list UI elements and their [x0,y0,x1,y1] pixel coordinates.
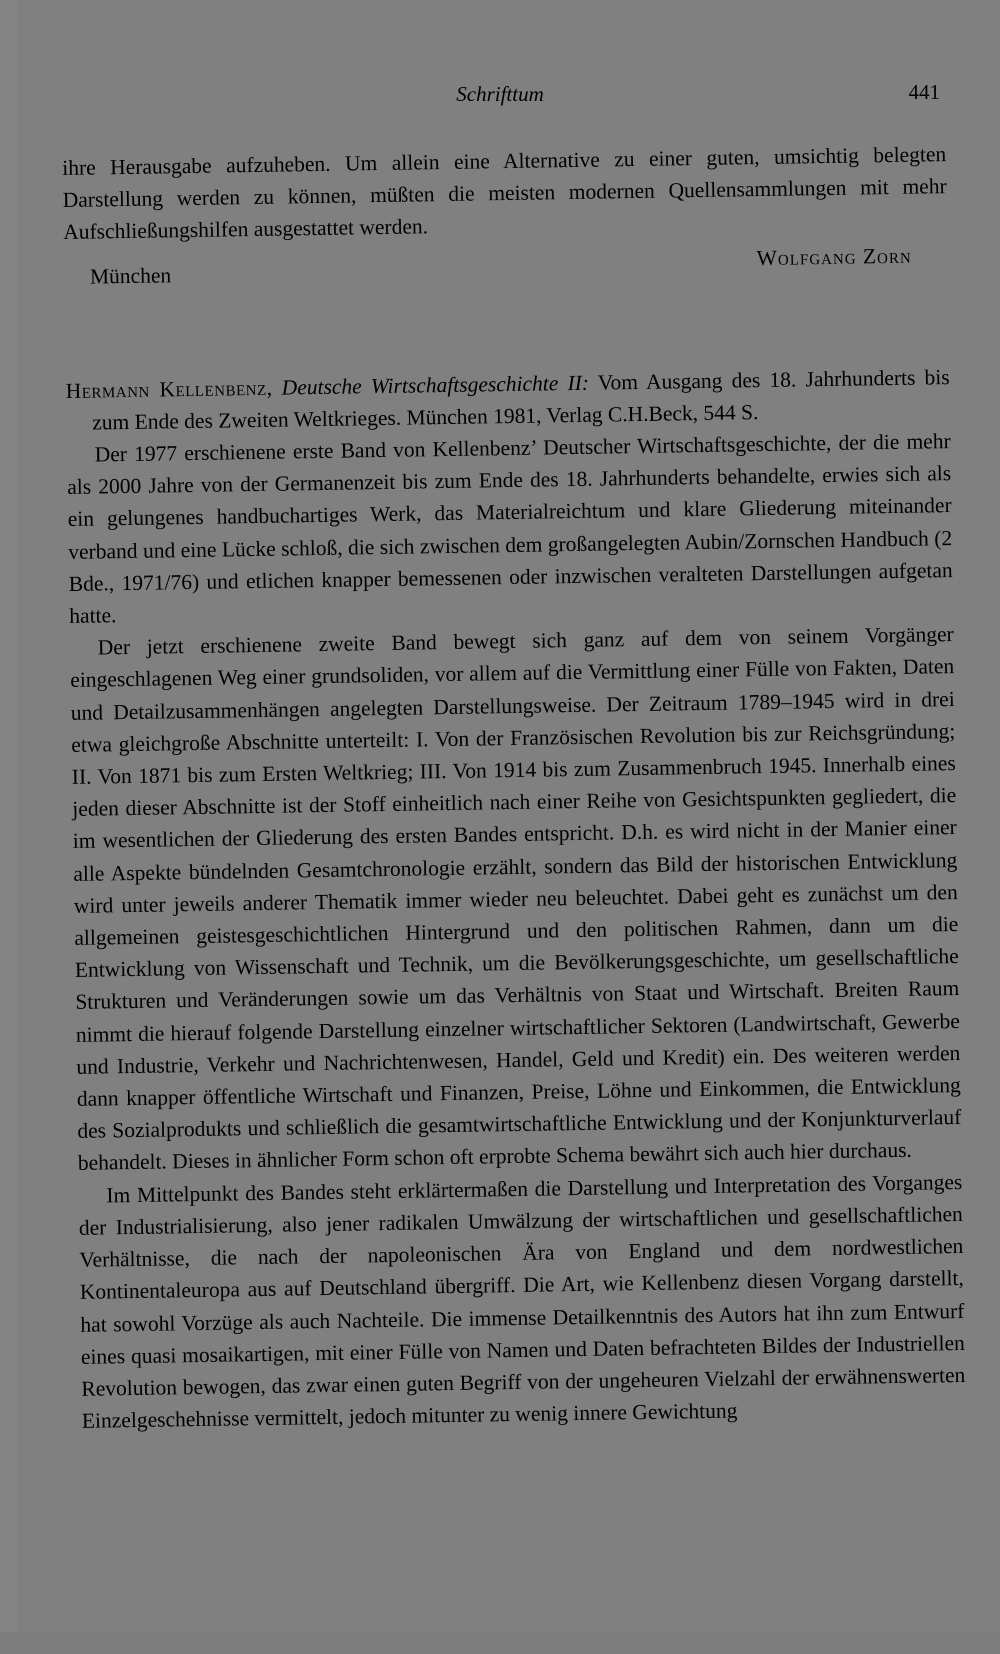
page-number: 441 [908,80,940,104]
review-author: Hermann Kellenbenz, [65,375,273,403]
page-body [62,138,966,1437]
signature-name: Wolfgang Zorn [756,243,912,270]
review-book-title: Deutsche Wirtschaftsgeschichte II: [281,370,590,400]
review-signature [64,239,949,317]
bottom-scan-strip [0,1632,1000,1654]
page-header [60,82,940,112]
running-head: Schrifttum [456,82,544,106]
continuation-paragraph: ihre Herausgabe aufzuheben. Um allein eine Alternative zu einer guten, umsichtig belegten Darstellung werden zu können, müßten die meisten modernen Quellensammlungen mit mehr Aufschließungshilfen ausgestattet werden. [62,142,947,245]
page-edge [0,0,17,1654]
review-paragraph-1: Der 1977 erschienene erste Band von Kellenbenz’ Deutscher Wirtschaftsgeschichte, der die mehr als 2000 Jahre von der Germanenzeit bis zum Ende des 18. Jahrhunderts behandelte, erwies sich als ein gelungenes handbuchartiges Werk, das Materialreichtum und klare Gliederung miteinander verband und eine Lücke schloß, die sich zwischen dem großangelegten Aubin/Zornschen Handbuch (2 Bde., 1971/76) und etlichen knapper bemessenen oder inzwischen veralteten Darstellungen aufgetan hatte. [67,429,953,628]
review-paragraph-3: Im Mittelpunkt des Bandes steht erklärtermaßen die Darstellung und Interpretation des Vorganges der Industrialisierung, also jener radikalen Umwälzung der wirtschaftlichen und gesellschaftlichen Verhältnisse, die nach der napoleonischen Ära von England und dem nordwestlichen Kontinentaleuropa aus auf Deutschland übergriff. Die Art, wie Kellenbenz diesen Vorgang darstellt, hat sowohl Vorzüge als auch Nachteile. Die immense Detailkenntnis des Autors hat ihn zum Entwurf eines quasi mosaikartigen, mit einer Fülle von Namen und Daten befrachteten Bildes der Industriellen Revolution bewogen, das zwar einen guten Begriff von der ungeheuren Vielzahl der erwähnenswerten Einzelgeschehnisse vermittelt, jedoch mitunter zu wenig innere Gewichtung [78,1169,966,1433]
signature-city: München [89,262,172,289]
review-paragraph-2: Der jetzt erschienene zweite Band bewegt sich ganz auf dem von seinem Vorgänger eingeschlagenen Weg einer grundsoliden, vor allem auf die Vermittlung einer Fülle von Fakten, Daten und Detailzusammenhängen angelegten Darstellungsweise. Der Zeitraum 1789–1945 wird in drei etwa gleichgroße Abschnitte unterteilt: I. Von der Französischen Revolution bis zur Reichsgründung; II. Von 1871 bis zum Ersten Weltkrieg; III. Von 1914 bis zum Zusammenbruch 1945. Innerhalb eines jeden dieser Abschnitte ist der Stoff einheitlich nach einer Reihe von Gesichtspunkten gegliedert, die im wesentlichen der Gliederung des ersten Bandes entspricht. D.h. es wird nicht in der Manier einer alle Aspekte bündelnden Gesamtchronologie erzählt, sondern das Bild der historischen Entwicklung wird unter jeweils anderer Thematik immer wieder neu beleuchtet. Dabei geht es zunächst um den allgemeinen geistesgeschichtlichen Hintergrund und den politischen Rahmen, dann um die Entwicklung von Wissenschaft und Technik, um die Bevölkerungsgeschichte, um gesellschaftliche Strukturen und Veränderungen sowie um das Verhältnis von Staat und Wirtschaft. Breiten Raum nimmt die hierauf folgende Darstellung einzelner wirtschaftlicher Sektoren (Landwirtschaft, Gewerbe und Industrie, Verkehr und Nachrichtenwesen, Handel, Geld und Kredit) ein. Des weiteren werden dann knapper öffentliche Wirtschaft und Finanzen, Preise, Löhne und Einkommen, die Entwicklung des Sozialprodukts und schließlich die gesamtwirtschaftliche Entwicklung und der Konjunkturverlauf behandelt. Dieses in ähnlicher Form schon oft erprobte Schema bewährt sich auch hier durchaus. [70,622,962,1176]
review-publication-details: Vom Ausgang des 18. Jahrhunderts bis zum Ende des Zweiten Weltkrieges. München 1981, Verlag C.H.Beck, 544 S. [92,364,950,435]
